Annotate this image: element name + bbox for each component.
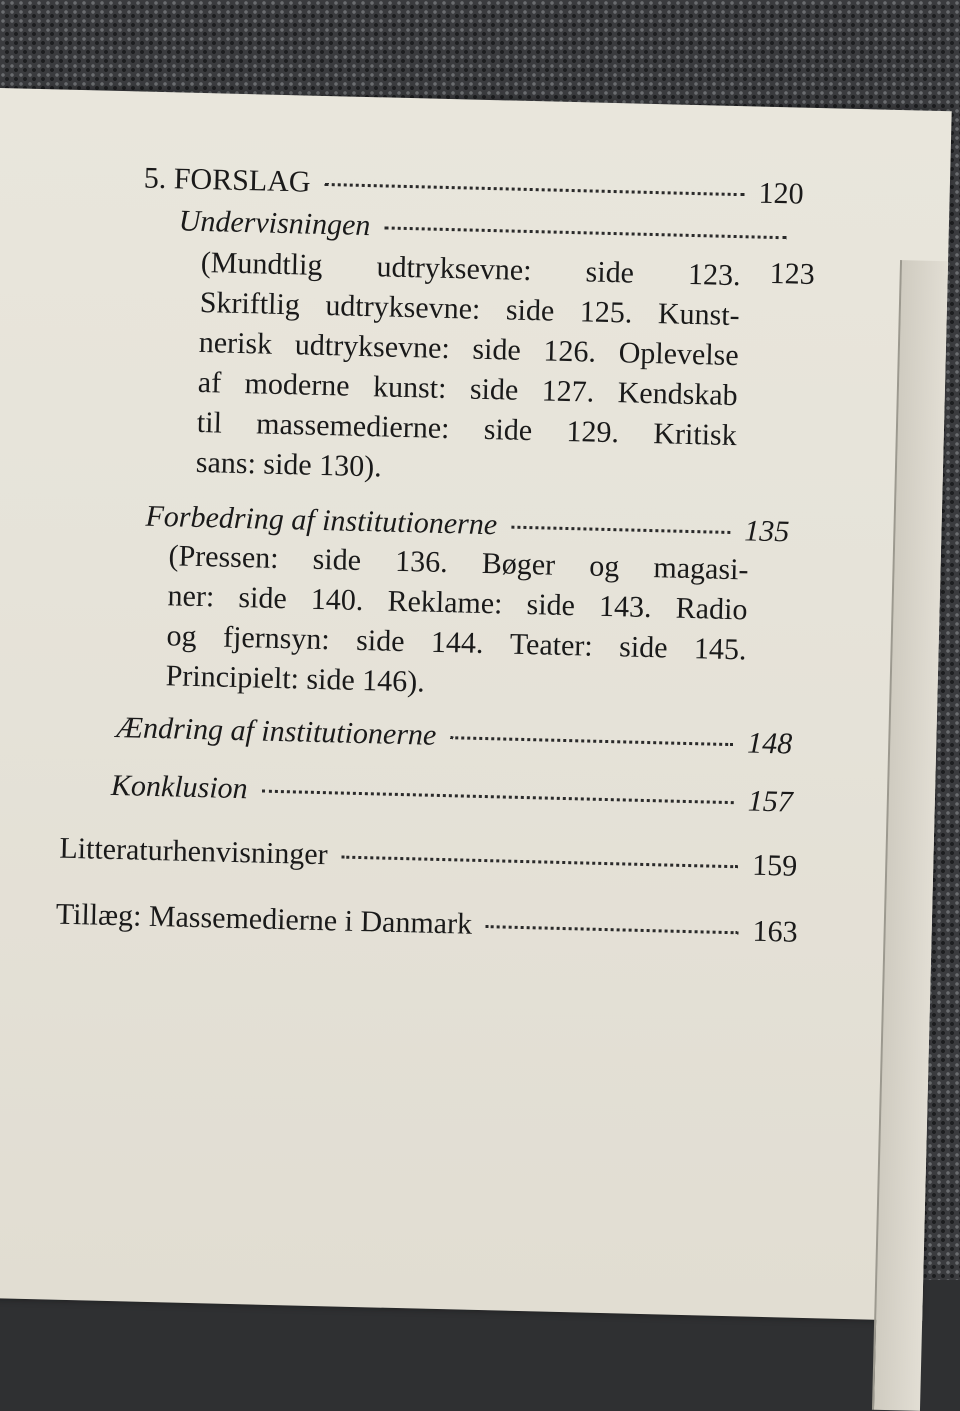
toc-backmatter-row	[59, 832, 798, 884]
backmatter-title: Tillæg: Massemedierne i Danmark	[55, 898, 472, 942]
toc-chapter-row	[143, 162, 804, 212]
detail-line: til massemedierne: side 129. Kritisk	[196, 403, 737, 456]
leader-dots	[511, 526, 730, 534]
page-number: 123	[769, 257, 815, 292]
book-page	[0, 88, 952, 1321]
section-details	[165, 536, 749, 710]
toc-section-row	[111, 769, 794, 820]
detail-line: (Mundtlig udtryksevne: side 123.	[200, 243, 741, 296]
section-title: Ændring af institutionerne	[116, 711, 437, 753]
page-number: 135	[744, 514, 790, 549]
leader-dots	[262, 790, 734, 805]
page-number: 120	[758, 177, 804, 212]
table-of-contents	[0, 88, 952, 1321]
section-title: Konklusion	[111, 769, 248, 806]
backmatter-title: Litteraturhenvisninger	[59, 832, 328, 873]
leader-dots	[342, 856, 739, 869]
chapter-label: 5. FORSLAG	[143, 162, 310, 200]
detail-line: Skriftlig udtryksevne: side 125. Kunst-	[199, 283, 740, 336]
leader-dots	[486, 925, 739, 934]
detail-line: Principielt: side 146).	[165, 656, 746, 710]
page-number: 163	[752, 915, 798, 950]
page-number: 148	[747, 726, 793, 761]
section-title: Undervisningen	[178, 204, 370, 243]
leader-dots	[384, 226, 786, 239]
leader-dots	[324, 183, 744, 196]
toc-backmatter-row	[55, 898, 798, 950]
toc-section-row	[116, 711, 793, 762]
detail-line: nerisk udtryksevne: side 126. Oplevelse	[198, 323, 739, 376]
detail-line: af moderne kunst: side 127. Kendskab	[197, 363, 738, 416]
leader-dots	[450, 736, 733, 746]
page-number: 157	[747, 784, 793, 819]
page-number: 159	[752, 849, 798, 884]
detail-line: og fjernsyn: side 144. Teater: side 145.	[166, 616, 747, 670]
section-title: Forbedring af institutionerne	[145, 500, 497, 543]
section-details	[195, 243, 741, 496]
detail-line: ner: side 140. Reklame: side 143. Radio	[167, 576, 748, 630]
detail-line: (Pressen: side 136. Bøger og magasi-	[168, 536, 749, 590]
detail-line: sans: side 130).	[195, 443, 736, 496]
